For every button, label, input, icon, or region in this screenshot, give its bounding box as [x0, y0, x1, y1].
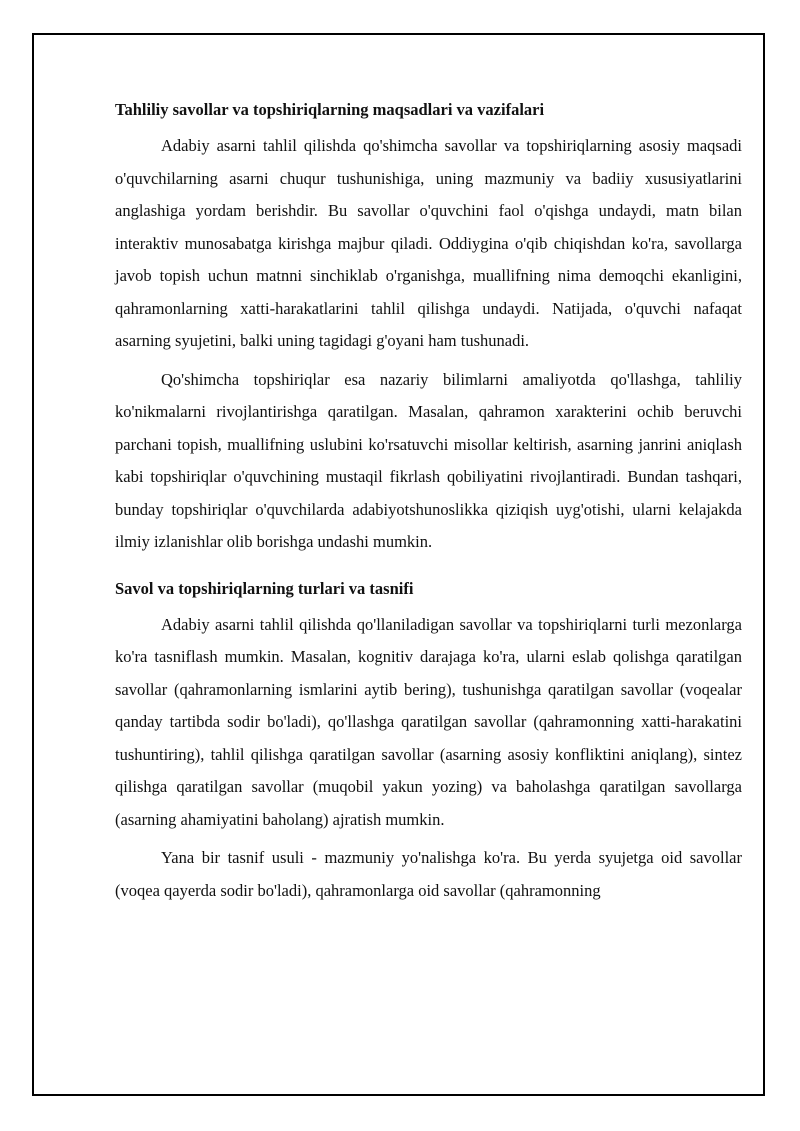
- paragraph: Adabiy asarni tahlil qilishda qo'llaniladigan savollar va topshiriqlarni turli mezonlarga ko'ra tasniflash mumkin. Masalan, kognitiv darajaga ko'ra, ularni eslab qolishga qaratilgan savollar (qahramonlarning ismlarini aytib bering), tushunishga qaratilgan savollar (voqealar qanday tartibda sodir bo'ladi), qo'llashga qaratilgan savollar (qahramonning xatti-harakatini tushuntiring), tahlil qilishga qaratilgan savollar (asarning asosiy konfliktini aniqlang), sintez qilishga qaratilgan savollar (muqobil yakun yozing) va baholashga qaratilgan savollarga (asarning ahamiyatini baholang) ajratish mumkin.: [115, 614, 742, 829]
- document-body: [115, 98, 742, 913]
- section-heading-types: Savol va topshiriqlarning turlari va tasnifi: [115, 578, 414, 598]
- paragraph: Qo'shimcha topshiriqlar esa nazariy bilimlarni amaliyotda qo'llashga, tahliliy ko'nikmalarni rivojlantirishga qaratilgan. Masalan, qahramon xarakterini ochib beruvchi parchani topish, muallifning uslubini ko'rsatuvchi misollar keltirish, asarning janrini aniqlash kabi topshiriqlar o'quvchining mustaqil fikrlash qobiliyatini rivojlantiradi. Bundan tashqari, bunday topshiriqlar o'quvchilarda adabiyotshunoslikka qiziqish uyg'otishi, ularni kelajakda ilmiy izlanishlar olib borishga undashi mumkin.: [115, 369, 742, 551]
- section-heading-goals: Tahliliy savollar va topshiriqlarning maqsadlari va vazifalari: [115, 100, 545, 119]
- paragraph: Adabiy asarni tahlil qilishda qo'shimcha savollar va topshiriqlarning asosiy maqsadi o'quvchilarning asarni chuqur tushunishiga, uning mazmuniy va badiiy xususiyatlarini anglashiga yordam berishdir. Bu savollar o'quvchini faol o'qishga undaydi, matn bilan interaktiv munosabatga kirishga majbur qiladi. Oddiygina o'qib chiqishdan ko'ra, savollarga javob topish uchun matnni sinchiklab o'rganishga, muallifning nima demoqchi ekanligini, qahramonlarning xatti-harakatlarini tahlil qilishga undaydi. Natijada, o'quvchi nafaqat asarning syujetini, balki uning tagidagi g'oyani ham tushunadi.: [115, 136, 742, 350]
- paragraph: Yana bir tasnif usuli - mazmuniy yo'nalishga ko'ra. Bu yerda syujetga oid savollar (voqea qayerda sodir bo'ladi), qahramonlarga oid savollar (qahramonning: [115, 848, 742, 900]
